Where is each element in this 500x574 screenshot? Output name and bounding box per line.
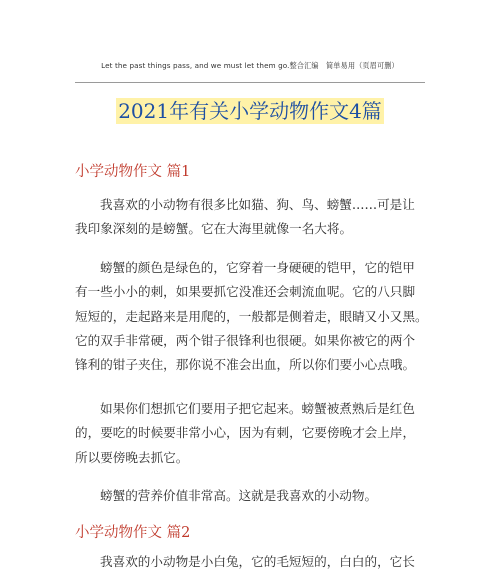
paragraph-line: 我喜欢的小动物有很多比如猫、狗、鸟、螃蟹……可是让 <box>100 197 415 212</box>
paragraph-line: 有一些小小的刺，如果要抓它没准还会刺流血呢。它的八只脚 <box>75 284 416 300</box>
document-title: 2021年有关小学动物作文4篇 <box>118 99 382 123</box>
paragraph-line: 所以要傍晚去抓它。 <box>75 449 189 465</box>
paragraph-line: 我印象深刻的是螃蟹。它在大海里就像一名大将。 <box>75 221 353 237</box>
paragraph <box>75 397 430 470</box>
paragraph <box>75 193 430 242</box>
section-heading: 小学动物作文 篇2 <box>75 525 191 541</box>
paragraph <box>75 550 430 574</box>
paragraph-line: 的，要吃的时候要非常小心，因为有刺，它要傍晚才会上岸， <box>75 425 416 441</box>
paragraph-line: 它的双手非常硬，两个钳子很锋利也很硬。如果你被它的两个 <box>75 332 416 348</box>
paragraph-line: 短短的，走起路来是用爬的，一般都是侧着走，眼睛又小又黑。 <box>75 308 428 324</box>
document-title-wrap <box>0 98 500 124</box>
page-header: Let the past things pass, and we must let them go.整合汇编 简单易用（页眉可删） <box>101 61 399 70</box>
paragraph-line: 如果你们想抓它们要用子把它起来。螃蟹被煮熟后是红色 <box>100 401 415 416</box>
paragraph-line: 我喜欢的小动物是小白兔，它的毛短短的，白白的，它长 <box>100 554 415 569</box>
section-heading: 小学动物作文 篇1 <box>75 164 191 180</box>
header-divider <box>75 82 425 83</box>
paragraph-line: 螃蟹的营养价值非常高。这就是我喜欢的小动物。 <box>100 488 378 503</box>
paragraph-line: 螃蟹的颜色是绿色的，它穿着一身硬硬的铠甲，它的铠甲 <box>100 260 415 275</box>
paragraph <box>75 256 430 377</box>
paragraph-line: 锋利的钳子夹住，那你说不准会出血，所以你们要小心点哦。 <box>75 357 416 373</box>
paragraph <box>75 484 430 508</box>
